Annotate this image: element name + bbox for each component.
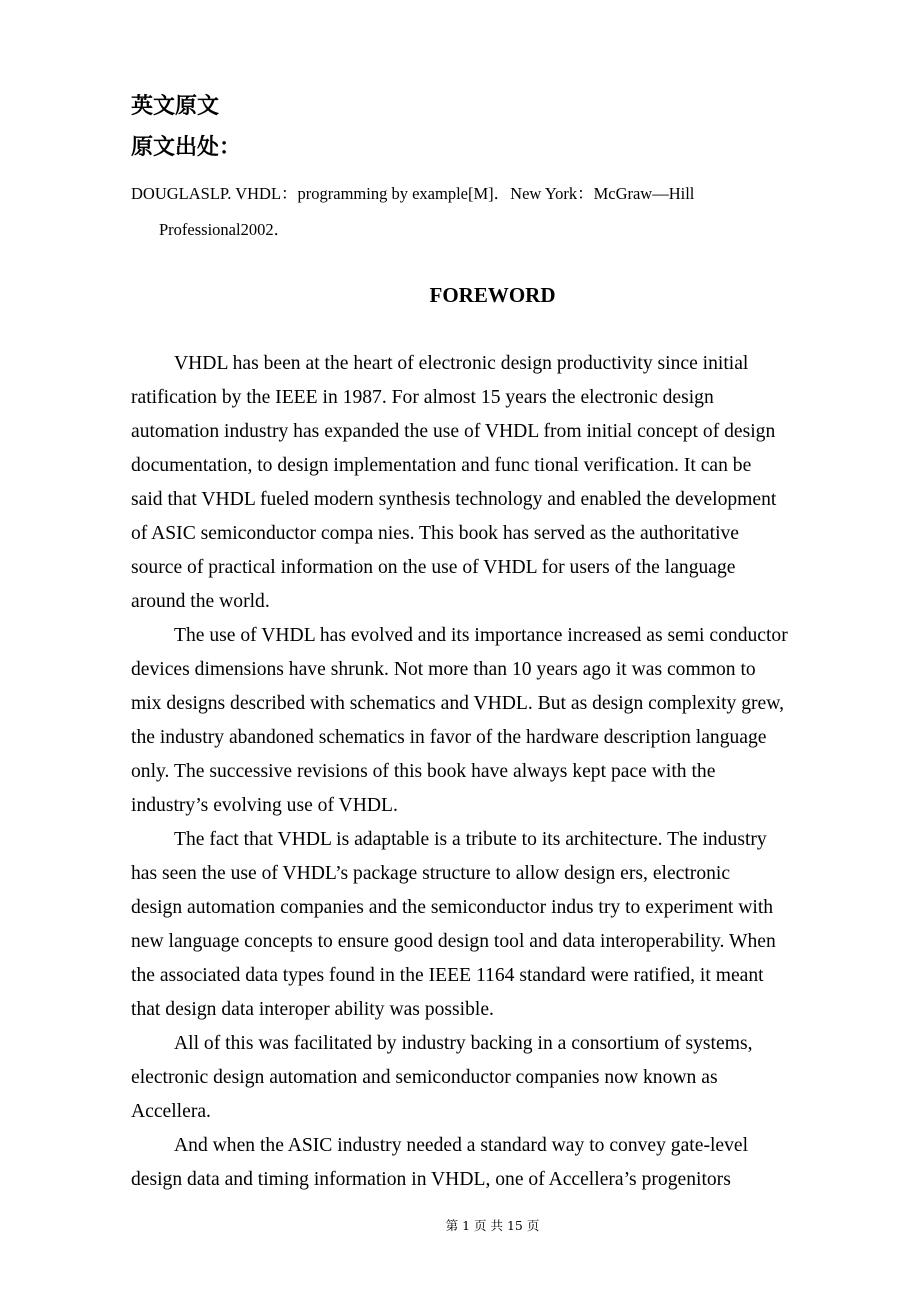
paragraph-line: the industry abandoned schematics in favor of the hardware description language: [131, 727, 767, 748]
paragraph-line: mix designs described with schematics and VHDL. But as design complexity grew,: [131, 693, 785, 714]
paragraph-line: of ASIC semiconductor compa nies. This book has served as the authoritative: [131, 523, 740, 544]
heading-english-original: 英文原文: [131, 94, 220, 119]
paragraph-line: VHDL has been at the heart of electronic design productivity since initial: [174, 353, 749, 374]
paragraph-line: Accellera.: [131, 1101, 211, 1122]
paragraph: [131, 1027, 866, 1129]
paragraph-line: source of practical information on the use of VHDL for users of the language: [131, 557, 736, 578]
paragraph-line: only. The successive revisions of this book have always kept pace with the: [131, 761, 716, 782]
paragraph-line: electronic design automation and semiconductor companies now known as: [131, 1067, 718, 1088]
paragraph-line: automation industry has expanded the use of VHDL from initial concept of design: [131, 421, 776, 442]
body-text: [131, 347, 866, 1197]
citation-line-2: Professional2002．: [159, 220, 291, 239]
paragraph: [131, 347, 866, 619]
paragraph: [131, 619, 866, 823]
heading-source: 原文出处：: [131, 135, 242, 160]
paragraph-line: devices dimensions have shrunk. Not more than 10 years ago it was common to: [131, 659, 756, 680]
citation: [131, 176, 811, 248]
paragraph-line: the associated data types found in the IEEE 1164 standard were ratified, it meant: [131, 965, 764, 986]
page-footer: 第 1 页 共 15 页: [445, 1218, 540, 1233]
paragraph-line: design data and timing information in VHDL, one of Accellera’s progenitors: [131, 1169, 731, 1190]
paragraph: [131, 823, 866, 1027]
citation-line-1: DOUGLASLP. VHDL：programming by example[M]．New York：McGraw—Hill: [131, 184, 695, 203]
paragraph-line: said that VHDL fueled modern synthesis technology and enabled the development: [131, 489, 777, 510]
paragraph-line: industry’s evolving use of VHDL.: [131, 795, 398, 816]
paragraph-line: The fact that VHDL is adaptable is a tribute to its architecture. The industry: [174, 829, 767, 850]
paragraph-line: around the world.: [131, 591, 270, 612]
paragraph-line: ratification by the IEEE in 1987. For almost 15 years the electronic design: [131, 387, 714, 408]
paragraph-line: has seen the use of VHDL’s package structure to allow design ers, electronic: [131, 863, 731, 884]
paragraph-line: All of this was facilitated by industry backing in a consortium of systems,: [174, 1033, 753, 1054]
paragraph: [131, 1129, 866, 1197]
section-title: FOREWORD: [429, 283, 556, 307]
paragraph-line: The use of VHDL has evolved and its importance increased as semi conductor: [174, 625, 788, 646]
paragraph-line: documentation, to design implementation and func tional verification. It can be: [131, 455, 752, 476]
paragraph-line: that design data interoper ability was possible.: [131, 999, 494, 1020]
paragraph-line: design automation companies and the semiconductor indus try to experiment with: [131, 897, 774, 918]
paragraph-line: And when the ASIC industry needed a standard way to convey gate-level: [174, 1135, 749, 1156]
paragraph-line: new language concepts to ensure good design tool and data interoperability. When: [131, 931, 776, 952]
